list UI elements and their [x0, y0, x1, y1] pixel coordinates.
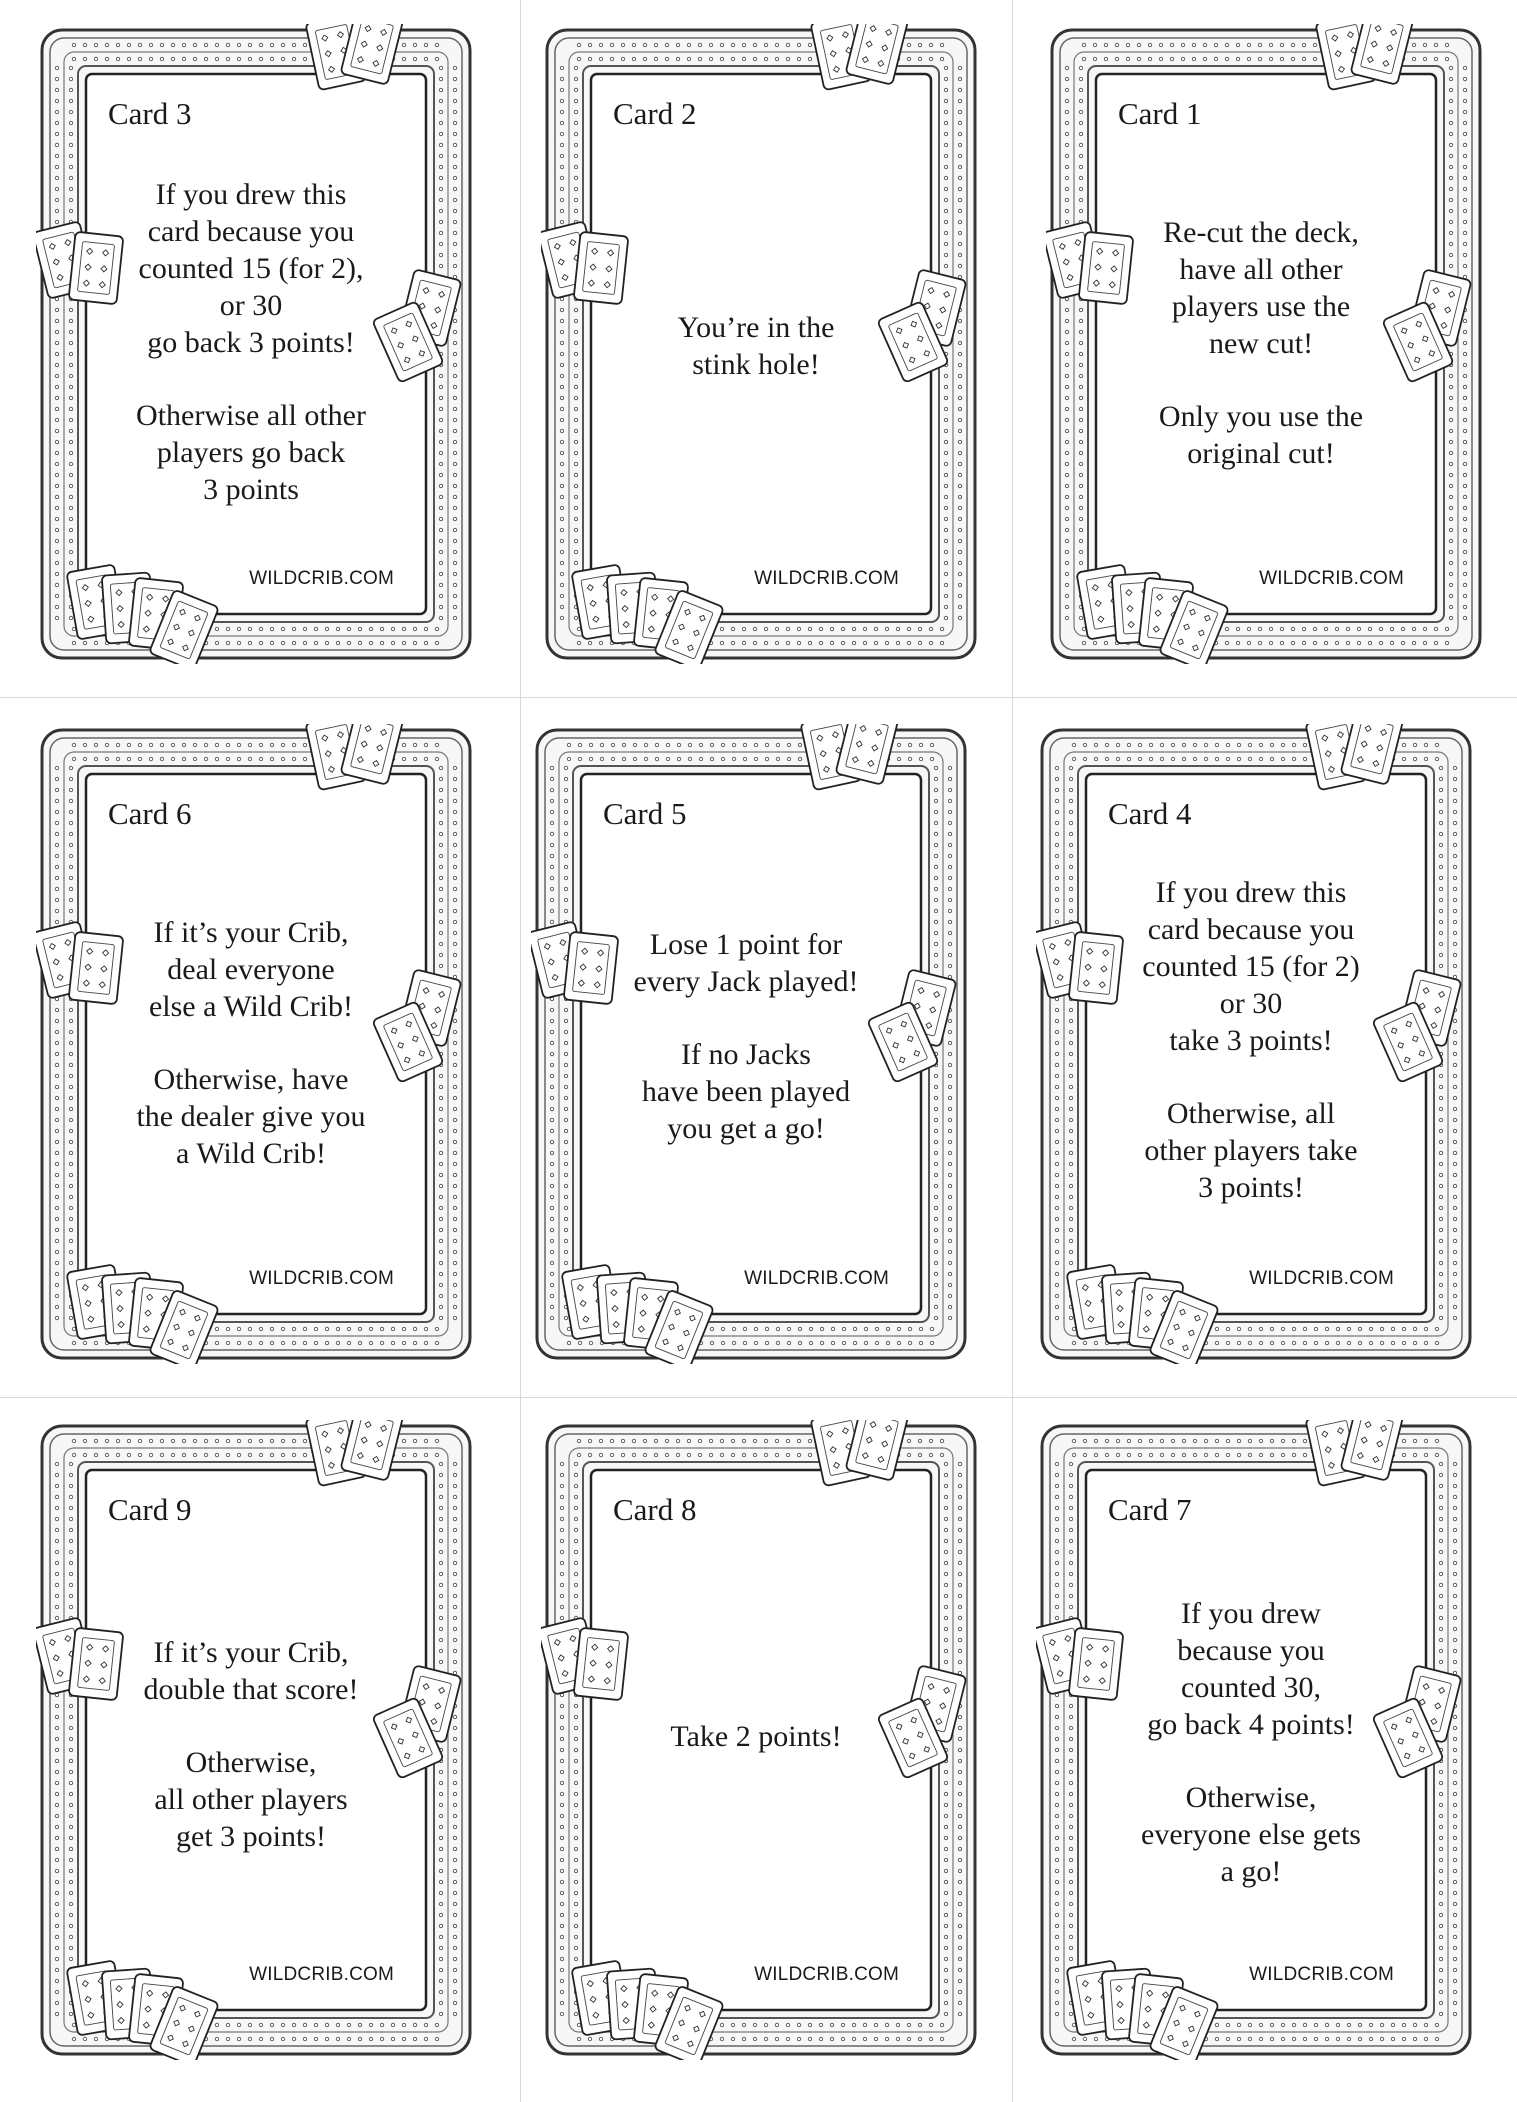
card-text	[601, 1718, 911, 1755]
website-url: WILDCRIB.COM	[1249, 1964, 1394, 1985]
card	[541, 24, 981, 664]
card-title: Card 7	[1108, 1492, 1192, 1527]
card	[36, 1420, 476, 2060]
card-paragraph: If it’s your Crib, deal everyone else a Wild Crib!	[148, 916, 354, 1023]
card-paragraph: If you drew this card because you counted 15 (for 2), or 30 go back 3 points!	[138, 178, 364, 359]
card-title: Card 1	[1118, 96, 1202, 131]
card-text	[1096, 1595, 1406, 1890]
website-url: WILDCRIB.COM	[249, 568, 394, 589]
card-paragraph: Re-cut the deck, have all other players use the new cut!	[1163, 216, 1359, 360]
card-text	[96, 914, 406, 1172]
card-title: Card 4	[1108, 796, 1192, 831]
card-paragraph: If it’s your Crib, double that score!	[143, 1636, 359, 1706]
website-url: WILDCRIB.COM	[1259, 568, 1404, 589]
website-url: WILDCRIB.COM	[744, 1268, 889, 1289]
card-title: Card 6	[108, 796, 192, 831]
cut-line	[0, 1397, 1517, 1398]
card-paragraph: Otherwise, all other players take 3 points!	[1144, 1097, 1358, 1204]
website-url: WILDCRIB.COM	[249, 1268, 394, 1289]
card-paragraph: Only you use the original cut!	[1158, 400, 1364, 470]
cut-line	[0, 697, 1517, 698]
card-paragraph: Lose 1 point for every Jack played!	[633, 928, 859, 998]
card-paragraph: Otherwise, have the dealer give you a Wild Crib!	[136, 1063, 366, 1170]
card	[36, 24, 476, 664]
card-text	[96, 176, 406, 508]
card-paragraph: You’re in the stink hole!	[677, 311, 835, 381]
card-title: Card 8	[613, 1492, 697, 1527]
card-title: Card 2	[613, 96, 697, 131]
website-url: WILDCRIB.COM	[249, 1964, 394, 1985]
cut-line	[1012, 0, 1013, 2102]
card-text	[591, 926, 901, 1147]
website-url: WILDCRIB.COM	[754, 1964, 899, 1985]
card-text	[601, 309, 911, 383]
card-paragraph: If you drew because you counted 30, go back 4 points!	[1147, 1597, 1355, 1741]
card-paragraph: If you drew this card because you counted 15 (for 2) or 30 take 3 points!	[1142, 876, 1360, 1057]
card	[1046, 24, 1486, 664]
card	[1036, 1420, 1476, 2060]
card-title: Card 3	[108, 96, 192, 131]
card	[1036, 724, 1476, 1364]
card-text	[1106, 214, 1416, 472]
card	[531, 724, 971, 1364]
card-title: Card 5	[603, 796, 687, 831]
card-paragraph: Otherwise, all other players get 3 points!	[154, 1746, 348, 1853]
card-paragraph: Otherwise all other players go back 3 points	[136, 399, 366, 506]
card-paragraph: Take 2 points!	[670, 1720, 842, 1753]
card	[541, 1420, 981, 2060]
website-url: WILDCRIB.COM	[1249, 1268, 1394, 1289]
card-paragraph: Otherwise, everyone else gets a go!	[1141, 1781, 1361, 1888]
card	[36, 724, 476, 1364]
card-title: Card 9	[108, 1492, 192, 1527]
card-paragraph: If no Jacks have been played you get a go!	[641, 1038, 851, 1145]
card-text	[96, 1634, 406, 1855]
card-text	[1096, 874, 1406, 1206]
playing-card-icon	[574, 1628, 629, 1701]
website-url: WILDCRIB.COM	[754, 568, 899, 589]
cut-line	[520, 0, 521, 2102]
playing-card-icon	[574, 232, 629, 305]
